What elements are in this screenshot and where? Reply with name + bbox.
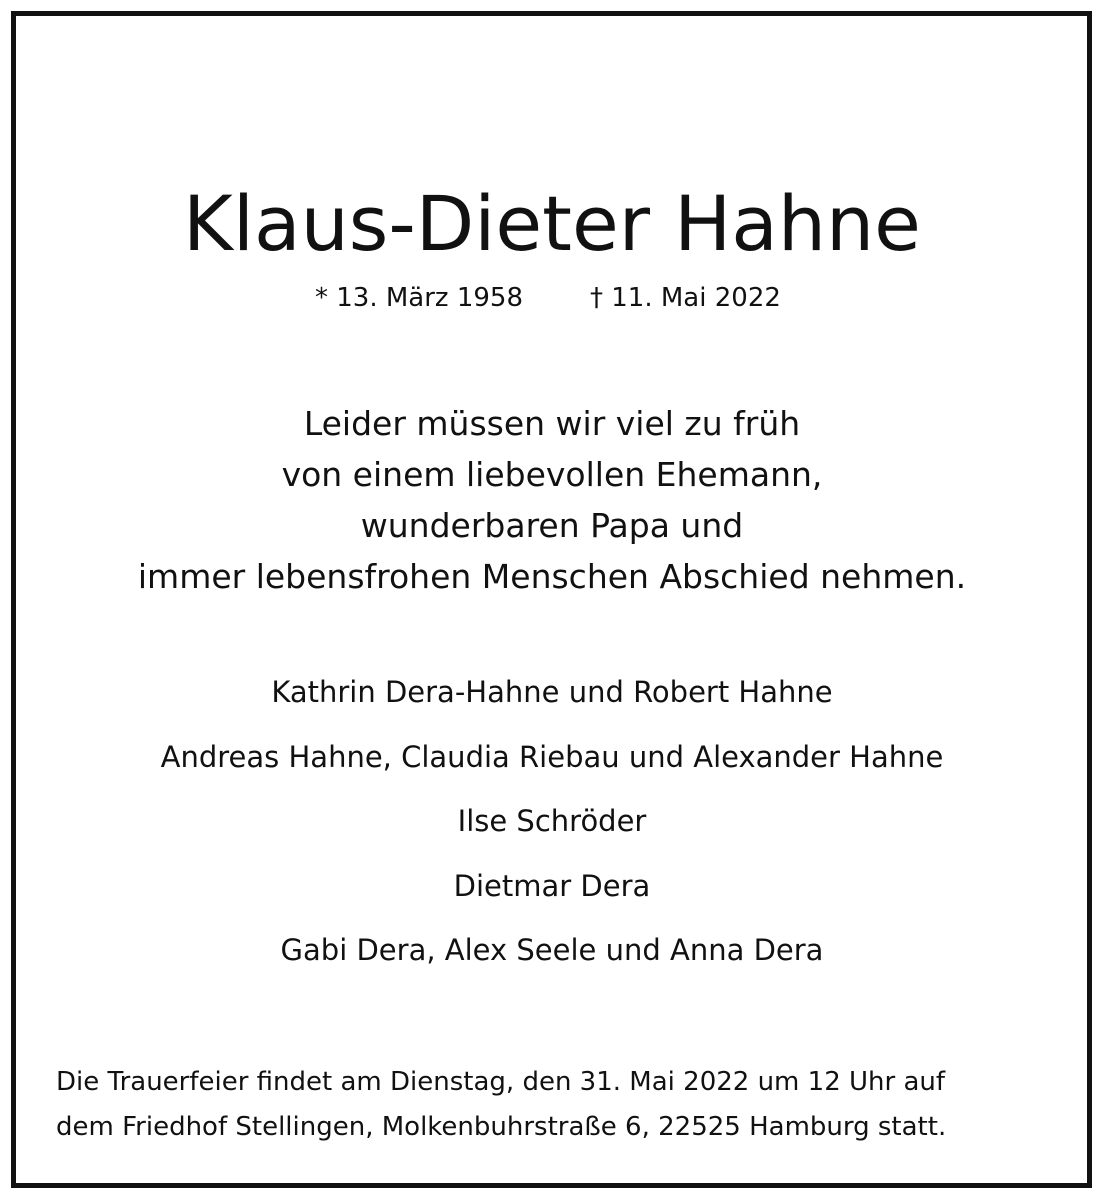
message-line: immer lebensfrohen Menschen Abschied nehmen. xyxy=(137,557,967,596)
death-date: † 11. Mai 2022 xyxy=(590,283,781,313)
birth-date: * 13. März 1958 xyxy=(315,283,524,313)
mourner-line: Dietmar Dera xyxy=(453,868,651,903)
message-line: Leider müssen wir viel zu früh xyxy=(303,404,801,443)
mourners-list xyxy=(0,660,1104,983)
message-line: wunderbaren Papa und xyxy=(360,506,744,545)
farewell-message xyxy=(0,398,1104,602)
ceremony-info xyxy=(56,1060,1076,1150)
mourner-line: Kathrin Dera-Hahne und Robert Hahne xyxy=(271,675,833,709)
message-line: von einem liebevollen Ehemann, xyxy=(281,455,823,494)
mourner-line: Gabi Dera, Alex Seele und Anna Dera xyxy=(280,933,824,967)
ceremony-line: dem Friedhof Stellingen, Molkenbuhrstraße 6, 22525 Hamburg statt. xyxy=(56,1112,947,1142)
deceased-name: Klaus-Dieter Hahne xyxy=(183,179,921,268)
mourner-line: Ilse Schröder xyxy=(457,804,647,838)
mourner-line: Andreas Hahne, Claudia Riebau und Alexander Hahne xyxy=(160,739,944,774)
ceremony-line: Die Trauerfeier findet am Dienstag, den 31. Mai 2022 um 12 Uhr auf xyxy=(56,1067,946,1097)
life-dates xyxy=(0,280,1104,316)
